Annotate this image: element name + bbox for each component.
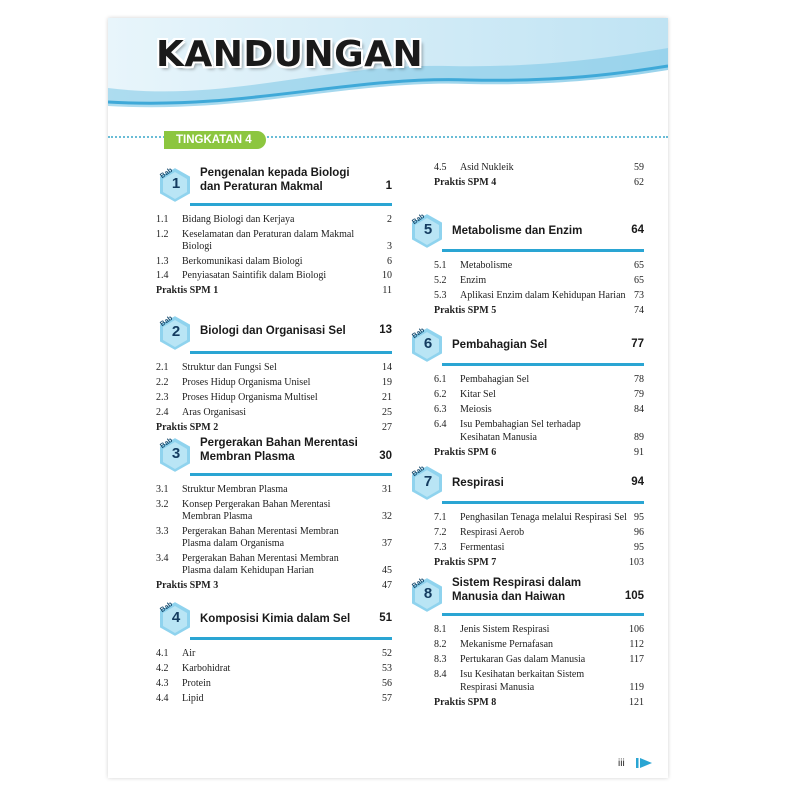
section-list [408, 512, 644, 570]
section-entry[interactable]: 6.1 Pembahagian Sel 78 [434, 374, 644, 385]
chapter-header [156, 598, 392, 640]
section-entry[interactable]: 1.4 Penyiasatan Saintifik dalam Biologi 10 [156, 270, 392, 281]
chapter-header [408, 210, 644, 252]
section-entry[interactable]: 1.1 Bidang Biologi dan Kerjaya 2 [156, 214, 392, 225]
chapter-2[interactable] [156, 312, 392, 435]
bab-badge [408, 464, 446, 502]
section-entry[interactable]: 5.3 Aplikasi Enzim dalam Kehidupan Harian 73 [434, 290, 644, 301]
section-entry[interactable]: 6.4 Isu Pembahagian Sel terhadap Kesihatan Manusia 89 [434, 419, 644, 443]
section-entry[interactable]: 3.1 Struktur Membran Plasma 31 [156, 484, 392, 495]
section-entry[interactable]: 8.2 Mekanisme Pernafasan 112 [434, 639, 644, 650]
chapter-number: 8 [423, 585, 433, 602]
chapter-underline [442, 501, 644, 504]
praktis-spm-entry[interactable]: Praktis SPM 8 121 [434, 696, 644, 708]
chapter-6[interactable] [408, 324, 644, 459]
section-list [156, 648, 392, 706]
chapter-title: Metabolisme dan Enzim [452, 225, 583, 237]
bab-label: Bab [159, 600, 175, 615]
section-entry[interactable]: 6.3 Meiosis 84 [434, 404, 644, 415]
bab-badge [408, 212, 446, 250]
praktis-spm-entry[interactable]: Praktis SPM 4 62 [434, 177, 644, 188]
bab-badge [408, 576, 446, 614]
section-entry[interactable]: 1.2 Keselamatan dan Peraturan dalam Makmal Biologi 3 [156, 228, 392, 252]
chapter-number: 2 [171, 323, 181, 340]
bab-label: Bab [411, 212, 427, 227]
chapter-title: Respirasi [452, 477, 504, 489]
chapter-underline [190, 637, 392, 640]
chapter-header [156, 434, 392, 476]
section-entry[interactable]: 5.1 Metabolisme 65 [434, 260, 644, 271]
section-entry[interactable]: 1.3 Berkomunikasi dalam Biologi 6 [156, 255, 392, 267]
chapter-number: 5 [423, 221, 433, 238]
chapter-underline [190, 473, 392, 476]
page-number: iii [618, 758, 625, 769]
section-entry[interactable]: 4.5 Asid Nukleik 59 [434, 162, 644, 173]
chapter-header [156, 312, 392, 354]
chapter-number: 3 [171, 445, 181, 462]
section-entry[interactable]: 6.2 Kitar Sel 79 [434, 389, 644, 400]
chapter-number: 4 [171, 609, 181, 626]
section-entry[interactable]: 4.4 Lipid 57 [156, 693, 392, 704]
chapter-title: Komposisi Kimia dalam Sel [200, 613, 351, 625]
chapter-title: Pergerakan Bahan Merentasi Membran Plasma [200, 437, 358, 463]
bab-label: Bab [411, 464, 427, 479]
section-entry[interactable]: 8.1 Jenis Sistem Respirasi 106 [434, 624, 644, 635]
chapter-page: 13 [379, 324, 392, 336]
chapter-page: 51 [379, 612, 392, 624]
chapter-title: Pengenalan kepada Biologi dan Peraturan Makmal [200, 167, 350, 193]
chapter-title: Sistem Respirasi dalam Manusia dan Haiwan [452, 577, 582, 603]
chapter-underline [190, 351, 392, 354]
bab-label: Bab [159, 314, 175, 329]
praktis-spm-entry[interactable]: Praktis SPM 7 103 [434, 557, 644, 568]
bab-label: Bab [159, 166, 175, 181]
chapter-underline [442, 363, 644, 366]
section-list [408, 374, 644, 459]
section-list [408, 260, 644, 318]
praktis-spm-entry[interactable]: Praktis SPM 3 47 [156, 579, 392, 591]
chapter-3[interactable] [156, 434, 392, 592]
chapter-header [156, 164, 392, 206]
section-entry[interactable]: 2.1 Struktur dan Fungsi Sel 14 [156, 362, 392, 373]
bab-badge [156, 314, 194, 352]
chapter-page: 94 [631, 476, 644, 488]
bab-label: Bab [159, 436, 175, 451]
chapter-number: 7 [423, 473, 433, 490]
chapter-title: Pembahagian Sel [452, 339, 548, 351]
chapter-5[interactable] [408, 210, 644, 318]
next-arrow-icon [636, 757, 654, 769]
chapter-page: 64 [631, 224, 644, 236]
chapter-7[interactable] [408, 462, 644, 570]
bab-badge [156, 436, 194, 474]
section-entry[interactable]: 2.4 Aras Organisasi 25 [156, 407, 392, 418]
section-list [156, 362, 392, 435]
praktis-spm-entry[interactable]: Praktis SPM 5 74 [434, 305, 644, 316]
section-entry[interactable]: 2.3 Proses Hidup Organisma Multisel 21 [156, 392, 392, 403]
bab-label: Bab [411, 326, 427, 341]
section-entry[interactable]: 5.2 Enzim 65 [434, 275, 644, 286]
section-entry[interactable]: 4.1 Air 52 [156, 648, 392, 659]
section-entry[interactable]: 7.1 Penghasilan Tenaga melalui Respirasi Sel 95 [434, 512, 644, 523]
section-entry[interactable]: 3.2 Konsep Pergerakan Bahan Merentasi Membran Plasma 32 [156, 498, 392, 522]
chapter-number: 6 [423, 335, 433, 352]
section-entry[interactable]: 4.2 Karbohidrat 53 [156, 663, 392, 674]
bab-badge [156, 600, 194, 638]
bab-badge [408, 326, 446, 364]
chapter-header [408, 574, 644, 616]
chapter-header [408, 462, 644, 504]
section-entry[interactable]: 8.4 Isu Kesihatan berkaitan Sistem Respirasi Manusia 119 [434, 669, 644, 693]
chapter-title: Biologi dan Organisasi Sel [200, 325, 346, 337]
chapter-underline [190, 203, 392, 206]
chapter-number: 1 [171, 175, 181, 192]
section-list [408, 624, 644, 709]
section-entry[interactable]: 3.4 Pergerakan Bahan Merentasi Membran Plasma dalam Kehidupan Harian 45 [156, 552, 392, 576]
contents-page [108, 18, 668, 778]
chapter-8[interactable] [408, 574, 644, 709]
section-list [156, 214, 392, 297]
chapter-page: 30 [379, 450, 392, 462]
chapter-4-continued[interactable] [434, 162, 644, 190]
chapter-underline [442, 613, 644, 616]
chapter-page: 77 [631, 338, 644, 350]
page-title: KANDUNGAN [156, 34, 424, 75]
chapter-4[interactable] [156, 598, 392, 708]
chapter-header [408, 324, 644, 366]
section-list [156, 484, 392, 592]
chapter-underline [442, 249, 644, 252]
chapter-1[interactable] [156, 164, 392, 297]
form-level-tag: TINGKATAN 4 [164, 131, 266, 149]
bab-badge [156, 166, 194, 204]
chapter-page: 105 [624, 590, 644, 602]
section-entry[interactable]: 3.3 Pergerakan Bahan Merentasi Membran Plasma dalam Organisma 37 [156, 525, 392, 549]
section-entry[interactable]: 2.2 Proses Hidup Organisma Unisel 19 [156, 377, 392, 388]
section-entry[interactable]: 8.3 Pertukaran Gas dalam Manusia 117 [434, 654, 644, 665]
section-entry[interactable]: 7.2 Respirasi Aerob 96 [434, 527, 644, 538]
section-entry[interactable]: 7.3 Fermentasi 95 [434, 542, 644, 553]
bab-label: Bab [411, 576, 427, 591]
praktis-spm-entry[interactable]: Praktis SPM 1 11 [156, 284, 392, 296]
chapter-page: 1 [385, 180, 392, 192]
praktis-spm-entry[interactable]: Praktis SPM 2 27 [156, 422, 392, 433]
praktis-spm-entry[interactable]: Praktis SPM 6 91 [434, 446, 644, 458]
section-entry[interactable]: 4.3 Protein 56 [156, 678, 392, 689]
